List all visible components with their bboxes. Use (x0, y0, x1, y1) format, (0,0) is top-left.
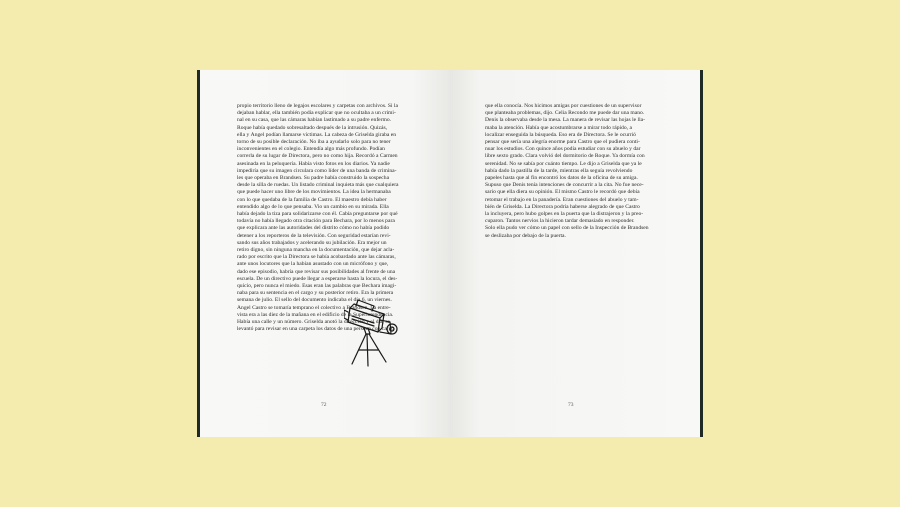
text-line: dejaban hablar, ella también podía explicar que no ocultaba a un crimi- (237, 110, 396, 117)
text-line: vista era a las diez de la mañana en el edificio de la Superintendencia. (237, 311, 394, 318)
text-line: con lo que quedaba de la familia de Castro. El maestro debía haber (237, 196, 387, 203)
text-line: desde la silla de ruedas. Un listado criminal inquieta más que cualquiera (237, 182, 399, 189)
text-line: que puede hacer uno libre de los movimientos. La idea la hermanaba (237, 189, 391, 196)
text-line: retomar el trabajo en la panadería. Eran cuestiones del abuelo y tam- (485, 196, 639, 203)
text-line: nuar los estudios. Con quince años podía estudiar con su abuelo y dar (485, 146, 641, 153)
text-line: localizar enseguida la búsqueda. Eso era de Directora. Se le ocurrió (485, 131, 636, 138)
text-line: impediría que su imagen circulara como líder de una banda de crimina- (237, 167, 397, 174)
text-line: cuparon. Tantos nervios la hicieron tardar demasiado en responder. (485, 218, 635, 225)
right-page-number: 73 (568, 402, 574, 408)
text-line: dado ese episodio, habría que revisar sus posibilidades al frente de una (237, 268, 396, 275)
text-line: bién de Griselda. La Directora podría haberse alegrado de que Castro (485, 203, 640, 210)
text-line: les que operaba en Brandsen. Su padre había construido la sospecha (237, 175, 390, 182)
right-page (450, 70, 700, 437)
text-line: Roque había quedado sobresaltado después de la intrusión. Quizás, (237, 124, 388, 131)
text-line: se deslizaba por debajo de la puerta. (485, 232, 566, 239)
text-line: escuela. De un directivo puede llegar a esperarse hasta la locura, el des- (237, 275, 398, 282)
text-line: serenidad. No se sabía por cuánto tiempo. Le dijo a Griselda que ya le (485, 160, 642, 167)
text-line: naba para su sentencia en el cargo y su posterior retiro. Era la primera (237, 290, 394, 297)
text-line: asesinada en la peluquería. Había visto fotos en los diarios. Ya nadie (237, 160, 390, 167)
text-line: papeles hasta que al fin encontró los datos de la oficina de su amiga. (485, 175, 638, 182)
text-line: había dejado la tiza para solidarizarse con él. Cabía preguntarse por qué (237, 211, 398, 218)
text-line: entendido algo de lo que pensaba. Vio un cambio en su mirada. Ella (237, 203, 389, 210)
text-line: ella y Ángel podían llamarse víctimas. La cabeza de Griselda giraba en (237, 131, 397, 138)
text-line: libre sexto grado. Clara volvió del dormitorio de Roque. Ya dormía con (485, 153, 645, 160)
text-line: ante unos locutores que la habían asustado con un micrófono y que, (237, 261, 389, 268)
text-line: retiro digno, sin ninguna mancha en la documentación, que dejar acla- (237, 247, 395, 254)
text-line: maba la atención. Había que acostumbrarse a mirar todo rápido, a (485, 124, 632, 131)
text-line: levantó para revisar en una carpeta los datos de una persona con cargo (237, 326, 395, 333)
text-line: la incluyera, pero hubo golpes en la puerta que la distrajeron y la preo- (485, 211, 644, 218)
text-line: detener a los reporteros de la televisión. Con seguridad estarían revi- (237, 232, 391, 239)
text-line: todavía no había llegado otra citación para Bechara, por lo menos para (237, 218, 395, 225)
text-line: Denis la observaba desde la mesa. La manera de revisar las hojas le lla- (485, 117, 645, 124)
text-line: pensar que sería una alegría enorme para Castro que el pudiera conti- (485, 139, 640, 146)
text-line: semana de julio. El sello del documento indicaba el día 6, un viernes. (237, 297, 392, 304)
text-line: sando sus años trabajados y acelerando su jubilación. Era mejor un (237, 239, 387, 246)
text-line: Ángel Castro se tomaría temprano el colectivo a Brandsen. La entre- (237, 304, 391, 311)
text-line: rado por escrito que la Directora se había acobardado ante las cámaras, (237, 254, 396, 261)
text-line: que planteaba problemas, dijo. Celia Recondo me puede dar una mano. (485, 110, 645, 117)
open-book (200, 70, 700, 437)
text-line: correrla de su lugar de Directora, pero no como hija. Recordó a Carmen (237, 153, 398, 160)
left-page-number: 72 (321, 402, 327, 408)
text-line: Supuso que Denis tenía intenciones de concurrir a la cita. No fue nece- (485, 182, 644, 189)
text-line: torno de su posible declaración. No iba a ayudarlo solo para no tener (237, 139, 391, 146)
text-line: propio territorio lleno de legajos escolares y carpetas con archivos. Si la (237, 103, 398, 109)
text-line: quicio, pero nunca el miedo. Esas eran las palabras que Bechara imagi- (237, 283, 397, 290)
video-camera-on-tripod-illustration (344, 298, 406, 368)
left-page (200, 70, 450, 437)
text-line: sario que ella diera su opinión. El mismo Castro le recordó que debía (485, 189, 640, 196)
right-page-body-text (485, 103, 663, 240)
text-line: inconvenientes en el colegio. Entendía algo más profundo. Podían (237, 146, 385, 153)
text-line: nal en su casa, que las cámaras habían lastimado a su padre enfermo. (237, 117, 392, 124)
text-line: que ella conocía. Nos hicimos amigas por cuestiones de un supervisor (485, 103, 642, 109)
text-line: que explicara ante las autoridades del distrito cómo no había podido (237, 225, 390, 232)
text-line: había dado la pastilla de la tarde, mientras ella seguía revolviendo (485, 167, 633, 174)
text-line: Solo ella pudo ver cómo un papel con sello de la Inspección de Brandsen (485, 225, 649, 232)
text-line: Había una calle y un número. Griselda anotó la dirección y el día, se (237, 319, 390, 326)
